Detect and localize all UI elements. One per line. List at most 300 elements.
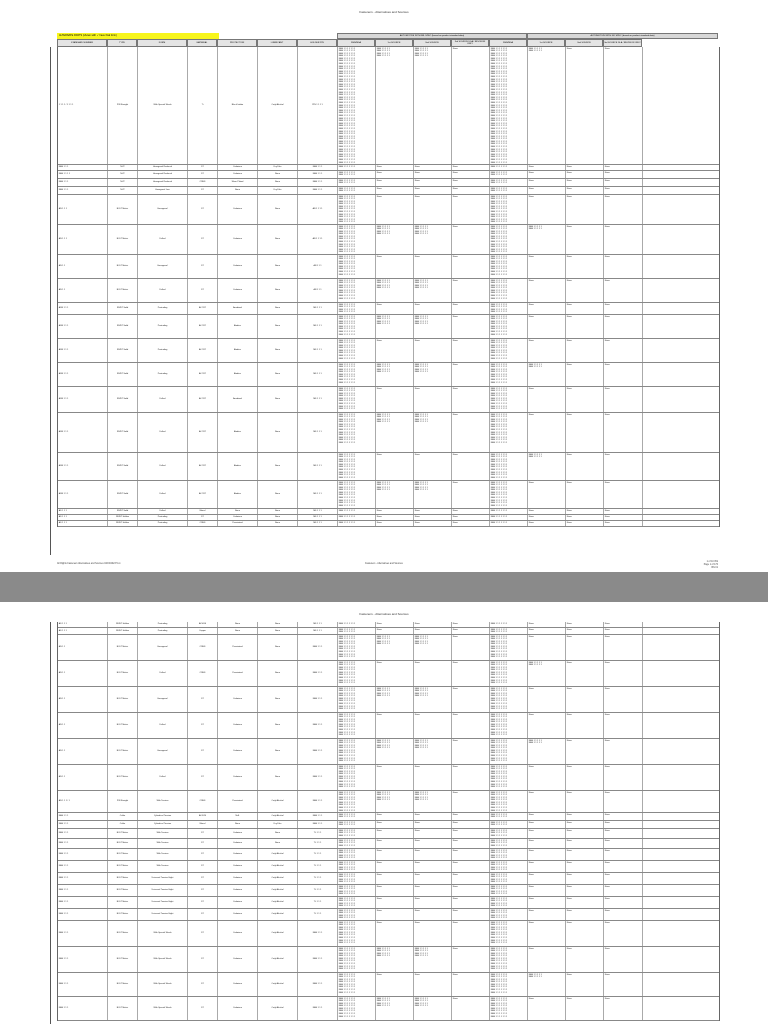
source-cell: None — [566, 47, 604, 164]
source-cell: NAS 1 1 1 1 1 NAS 1 1 1 1 1 NAS 1 1 1 1 1 NAS 1 1 1 1 1 — [376, 635, 414, 660]
table-cell: Hexagonal — [138, 687, 188, 712]
table-cell: NAS 1 1 1 — [298, 813, 338, 820]
source-cell: NAS 1 1 1 1 1 1 1 NAS 1 1 1 1 1 1 1 — [338, 628, 376, 634]
table-cell: NAS 1 1 1 — [58, 997, 108, 1020]
table-cell: RIVET Solid — [108, 303, 138, 314]
source-cell: NAS 1 1 1 1 1 1 1 NAS 1 1 1 1 1 1 1 NAS 1 1 1 1 1 1 1 NAS 1 1 1 1 1 1 1 NAS 1 1 1 1 1 1 1 NAS 1 1 1 1 1 1 1 NAS 1 1 1 1 1 1 1 NAS 1 1 1 1 1 1 1 — [490, 339, 528, 362]
source-cell: None — [604, 791, 643, 812]
table-cell: None — [258, 279, 298, 302]
source-cell: None — [604, 179, 643, 186]
table-cell: With Special Shank — [138, 47, 188, 164]
source-cell: None — [566, 515, 604, 520]
table-cell: Monel — [188, 821, 218, 828]
source-cell: NAS 1 1 1 1 1 1 1 NAS 1 1 1 1 1 1 1 NAS 1 1 1 1 1 1 1 NAS 1 1 1 1 1 1 1 NAS 1 1 1 1 1 1 1 NAS 1 1 1 1 1 1 1 NAS 1 1 1 1 1 1 1 NAS 1 1 1 1 1 1 1 — [490, 255, 528, 278]
table-cell: RIVET Solid — [108, 339, 138, 362]
table-cell: Drilled — [138, 661, 188, 686]
table-cell: NAS 1 1 1 — [58, 813, 108, 820]
table-row — [58, 921, 719, 947]
table-cell: Universal Tension Hight — [138, 897, 188, 908]
source-cell: NAS 1 1 1 1 1 NAS 1 1 1 1 1 NAS 1 1 1 1 1 NAS 1 1 1 1 1 — [414, 997, 452, 1020]
table-cell: NAS 1 1 1 — [298, 635, 338, 660]
table-cell: Monel — [188, 509, 218, 514]
source-cell: NAS 1 1 1 1 1 1 1 NAS 1 1 1 1 1 1 1 NAS 1 1 1 1 1 1 1 NAS 1 1 1 1 1 1 1 NAS 1 1 1 1 1 1 1 NAS 1 1 1 1 1 1 1 NAS 1 1 1 1 1 1 1 NAS 1 1 1 1 1 1 1 — [338, 997, 376, 1020]
source-cell: NAS 1 1 1 1 1 1 1 — [490, 521, 528, 526]
source-cell: None — [452, 315, 490, 338]
table-cell: NAS 1 1 1 — [58, 187, 108, 194]
source-cell: None — [452, 387, 490, 412]
table-cell: Protruding — [138, 521, 188, 526]
table-cell: ST — [188, 279, 218, 302]
source-cell: None — [604, 713, 643, 738]
source-cell: None — [414, 195, 452, 224]
source-cell: None — [528, 171, 566, 178]
source-cell: NAS 1 1 1 1 1 NAS 1 1 1 1 1 NAS 1 1 1 1 1 NAS 1 1 1 1 1 — [376, 997, 414, 1020]
table-cell: TL 1 1 1 — [298, 897, 338, 908]
source-cell: None — [604, 687, 643, 712]
source-cell: None — [566, 791, 604, 812]
table-cell: ST — [188, 873, 218, 884]
source-cell: None — [528, 909, 566, 920]
source-cell: None — [452, 481, 490, 508]
table-cell: Al 2117 — [188, 453, 218, 480]
source-cell: None — [604, 413, 643, 452]
table-cell: Ti — [188, 47, 218, 164]
source-cell: None — [414, 303, 452, 314]
column-header: 1st SOURCE — [527, 39, 565, 47]
source-cell: None — [566, 897, 604, 908]
source-cell: None — [566, 765, 604, 790]
source-cell: None — [528, 821, 566, 828]
table-cell: Passivated — [218, 521, 258, 526]
source-cell: None — [604, 195, 643, 224]
source-cell: NAS 1 1 1 1 1 NAS 1 1 1 1 1 NAS 1 1 1 1 1 NAS 1 1 1 1 1 — [414, 635, 452, 660]
source-cell: None — [528, 791, 566, 812]
table-cell: NAS 1 1 1 — [298, 661, 338, 686]
source-cell: None — [376, 165, 414, 170]
source-cell: None — [604, 661, 643, 686]
table-row — [58, 363, 719, 387]
table-cell: ST — [188, 515, 218, 520]
source-cell: None — [604, 521, 643, 526]
source-cell: None — [452, 171, 490, 178]
source-cell: None — [566, 225, 604, 254]
source-cell: None — [528, 339, 566, 362]
table-cell: Cadmium — [218, 165, 258, 170]
source-cell: None — [604, 861, 643, 872]
source-cell: NAS 1 1 1 1 1 1 1 NAS 1 1 1 1 1 1 1 NAS 1 1 1 1 1 1 1 NAS 1 1 1 1 1 1 1 NAS 1 1 1 1 1 1 1 NAS 1 1 1 1 1 1 1 NAS 1 1 1 1 1 1 1 NAS 1 1 1 1 1 1 1 — [338, 791, 376, 812]
column-header: HOLDER P/N — [297, 39, 337, 47]
table-cell: NAS 1 1 1 — [58, 909, 108, 920]
source-cell: NAS 1 1 1 1 1 1 1 NAS 1 1 1 1 1 1 1 NAS 1 1 1 1 1 1 1 NAS 1 1 1 1 1 1 1 — [490, 873, 528, 884]
table-cell: NUT — [108, 187, 138, 194]
table-cell: BOLT Metric — [108, 765, 138, 790]
table-cell: ST — [188, 897, 218, 908]
source-cell: NAS 1 1 1 1 1 1 1 NAS 1 1 1 1 1 1 1 — [490, 171, 528, 178]
source-cell: None — [414, 713, 452, 738]
table-cell: BOLT Metric — [108, 885, 138, 896]
source-cell: None — [452, 339, 490, 362]
source-cell: None — [376, 861, 414, 872]
table-cell: Passivated — [218, 661, 258, 686]
table-cell: AS 1 1 1 — [58, 515, 108, 520]
source-cell: None — [452, 885, 490, 896]
column-header: MATERIAL — [187, 39, 217, 47]
group-header-no-spec: AUTOMOTIVE WITH NO SPEC (based on product standard data) — [527, 33, 718, 39]
column-header: 3rd SOURCE DSA / REVISION ONLY — [451, 39, 489, 47]
table-cell: RIVET Hollow — [108, 622, 138, 627]
table-cell: None — [258, 303, 298, 314]
table-cell: ASN 1 1 1 — [58, 303, 108, 314]
source-cell: None — [604, 339, 643, 362]
table-cell: Al 2117 — [188, 363, 218, 386]
source-cell: None — [604, 363, 643, 386]
table-cell: CRES — [188, 521, 218, 526]
source-cell: NAS 1 1 1 1 1 NAS 1 1 1 1 1 NAS 1 1 1 1 1 NAS 1 1 1 1 1 — [376, 279, 414, 302]
source-cell: None — [566, 521, 604, 526]
table-cell: Alodine — [218, 363, 258, 386]
table-cell: Cylindrical Tension — [138, 813, 188, 820]
table-cell: Cadmium — [218, 885, 258, 896]
source-cell: None — [528, 195, 566, 224]
table-cell: ST — [188, 997, 218, 1020]
source-cell: NAS 1 1 1 1 1 1 1 NAS 1 1 1 1 1 1 1 NAS 1 1 1 1 1 1 1 NAS 1 1 1 1 1 1 1 NAS 1 1 1 1 1 1 1 NAS 1 1 1 1 1 1 1 NAS 1 1 1 1 1 1 1 NAS 1 1 1 1 1 1 1 NAS 1 1 1 1 1 1 1 — [338, 921, 376, 946]
source-cell: None — [566, 165, 604, 170]
source-cell: None — [414, 873, 452, 884]
source-cell: None — [566, 315, 604, 338]
table-cell: None — [218, 509, 258, 514]
source-cell: NAS 1 1 1 1 1 1 1 NAS 1 1 1 1 1 1 1 — [338, 179, 376, 186]
source-cell: None — [376, 909, 414, 920]
table-cell: Hexagonal — [138, 739, 188, 764]
source-cell: None — [376, 515, 414, 520]
source-cell: None — [604, 765, 643, 790]
table-row — [58, 413, 719, 453]
source-cell: None — [566, 635, 604, 660]
table-row — [58, 628, 719, 635]
table-cell: Drilled — [138, 765, 188, 790]
source-cell: None — [452, 873, 490, 884]
table-cell: NAS 1 1 1 — [298, 739, 338, 764]
source-cell: None — [604, 909, 643, 920]
source-cell: NAS 1 1 1 1 1 1 1 NAS 1 1 1 1 1 1 1 NAS 1 1 1 1 1 1 1 NAS 1 1 1 1 1 1 1 — [338, 849, 376, 860]
source-cell: NAS 1 1 1 1 1 1 1 NAS 1 1 1 1 1 1 1 NAS 1 1 1 1 1 1 1 NAS 1 1 1 1 1 1 1 — [338, 873, 376, 884]
table-cell: BOLT Metric — [108, 839, 138, 848]
table-cell: ASN 1 1 1 — [58, 339, 108, 362]
table-cell: Cetyl Alcohol — [258, 791, 298, 812]
table-cell: AN 1 1 — [58, 713, 108, 738]
source-cell: None — [414, 885, 452, 896]
source-cell: NAS 1 1 1 1 1 1 1 NAS 1 1 1 1 1 1 1 NAS 1 1 1 1 1 1 1 NAS 1 1 1 1 1 1 1 — [490, 861, 528, 872]
column-header: NSN/MSA — [337, 39, 375, 47]
source-cell: None — [566, 187, 604, 194]
source-cell: None — [452, 635, 490, 660]
source-cell: None — [414, 765, 452, 790]
table-row — [58, 897, 719, 909]
table-cell: With Special Shank — [138, 973, 188, 996]
source-cell: NAS 1 1 1 1 1 1 1 NAS 1 1 1 1 1 1 1 NAS 1 1 1 1 1 1 1 NAS 1 1 1 1 1 1 1 NAS 1 1 1 1 1 1 1 NAS 1 1 1 1 1 1 1 NAS 1 1 1 1 1 1 1 NAS 1 1 1 1 1 1 1 — [490, 791, 528, 812]
table-cell: AS 1 1 1 — [58, 521, 108, 526]
column-header: LUBRICANT — [257, 39, 297, 47]
table-cell: BOLT Metric — [108, 909, 138, 920]
table-cell: AN 1 1 — [58, 635, 108, 660]
source-cell: NAS 1 1 1 1 1 1 1 NAS 1 1 1 1 1 1 1 NAS 1 1 1 1 1 1 1 NAS 1 1 1 1 1 1 1 — [490, 849, 528, 860]
table-cell: Protruding — [138, 339, 188, 362]
source-cell: NAS 1 1 1 1 1 1 1 NAS 1 1 1 1 1 1 1 — [490, 821, 528, 828]
table-cell: Collar — [108, 813, 138, 820]
table-cell: MS 1 1 1 — [298, 315, 338, 338]
source-cell: None — [376, 387, 414, 412]
source-cell: None — [566, 628, 604, 634]
table-cell: Silver Plated — [218, 179, 258, 186]
source-cell: None — [566, 839, 604, 848]
table-cell: NAS 1 1 1 — [298, 997, 338, 1020]
source-cell: NAS 1 1 1 1 1 1 1 NAS 1 1 1 1 1 1 1 NAS 1 1 1 1 1 1 1 — [490, 839, 528, 848]
table-cell: Cadmium — [218, 279, 258, 302]
table-row — [58, 791, 719, 813]
source-cell: None — [414, 509, 452, 514]
table-cell: ASN 1 1 1 — [58, 413, 108, 452]
source-cell: NAS 1 1 1 1 1 1 1 — [490, 622, 528, 627]
table-cell: Cetyl Alcohol — [258, 813, 298, 820]
column-header: NSN/MSA — [489, 39, 527, 47]
source-cell: NAS 1 1 1 1 1 1 1 NAS 1 1 1 1 1 1 1 NAS 1 1 1 1 1 1 1 NAS 1 1 1 1 1 1 1 — [338, 303, 376, 314]
table-cell: Cadmium — [218, 739, 258, 764]
table-cell: Dry Film — [258, 165, 298, 170]
source-cell: NAS 1 1 1 1 1 NAS 1 1 1 1 1 — [528, 363, 566, 386]
table-cell: With Tension — [138, 791, 188, 812]
table-cell: NAS 1 1 1 — [58, 947, 108, 972]
table-cell: NAS 1 1 1 — [58, 973, 108, 996]
source-cell: NAS 1 1 1 1 1 1 1 NAS 1 1 1 1 1 1 1 NAS 1 1 1 1 1 1 1 NAS 1 1 1 1 1 1 1 — [338, 897, 376, 908]
table-row — [58, 387, 719, 413]
source-cell: None — [566, 453, 604, 480]
source-cell: None — [376, 509, 414, 514]
source-cell: NAS 1 1 1 1 1 NAS 1 1 1 1 1 NAS 1 1 1 1 1 NAS 1 1 1 1 1 — [414, 413, 452, 452]
table-cell: Alodine — [218, 339, 258, 362]
source-cell: None — [452, 521, 490, 526]
table-cell: ASN 1 1 1 — [58, 481, 108, 508]
source-cell: None — [604, 849, 643, 860]
table-cell: AN 1 1 1 — [298, 255, 338, 278]
table-cell: NAS 1 1 1 — [298, 765, 338, 790]
table-cell: Protruding — [138, 363, 188, 386]
table-cell: Cetyl Alcohol — [258, 885, 298, 896]
source-cell: None — [452, 947, 490, 972]
table-cell: Cadmium — [218, 171, 258, 178]
table-cell: NAS 1 1 1 — [58, 873, 108, 884]
table-cell: BOLT Metric — [108, 973, 138, 996]
source-cell: None — [528, 713, 566, 738]
source-cell: NAS 1 1 1 1 1 NAS 1 1 1 1 1 NAS 1 1 1 1 1 NAS 1 1 1 1 1 — [376, 47, 414, 164]
source-cell: None — [604, 885, 643, 896]
table-cell: ST — [188, 171, 218, 178]
source-cell: NAS 1 1 1 1 1 1 1 NAS 1 1 1 1 1 1 1 NAS 1 1 1 1 1 1 1 NAS 1 1 1 1 1 1 1 — [338, 909, 376, 920]
column-header: 3rd SOURCE DLA / REVISION ONLY — [603, 39, 642, 47]
table-cell: BOLT Metric — [108, 873, 138, 884]
source-cell: None — [566, 873, 604, 884]
source-cell: None — [528, 179, 566, 186]
source-cell: None — [566, 179, 604, 186]
source-cell: None — [604, 47, 643, 164]
table-cell: Cetyl Alcohol — [258, 973, 298, 996]
table-cell: BOLT Metric — [108, 713, 138, 738]
table-cell: With Tension — [138, 839, 188, 848]
table-cell: TL 1 1 1 — [298, 885, 338, 896]
source-cell: None — [528, 509, 566, 514]
table-cell: None — [258, 739, 298, 764]
table-cell: NAS 1 1 1 — [298, 973, 338, 996]
source-cell: NAS 1 1 1 1 1 NAS 1 1 1 1 1 NAS 1 1 1 1 1 NAS 1 1 1 1 1 — [414, 315, 452, 338]
footer-center: Fasteners - Alternatives and Sources — [365, 563, 403, 565]
source-cell: None — [414, 839, 452, 848]
source-cell: None — [566, 303, 604, 314]
table-cell: AN 1 1 1 / 1 — [58, 791, 108, 812]
source-cell: None — [414, 861, 452, 872]
table-cell: RIVET Hollow — [108, 515, 138, 520]
table-cell: Cadmium — [218, 947, 258, 972]
table-cell: AN 1 1 1 — [298, 279, 338, 302]
source-cell: None — [604, 628, 643, 634]
source-cell: NAS 1 1 1 1 1 1 1 NAS 1 1 1 1 1 1 1 NAS 1 1 1 1 1 1 1 NAS 1 1 1 1 1 1 1 NAS 1 1 1 1 1 1 1 NAS 1 1 1 1 1 1 1 NAS 1 1 1 1 1 1 1 NAS 1 1 1 1 1 1 1 — [338, 973, 376, 996]
source-cell: None — [566, 909, 604, 920]
table-cell: PIN 1 1 1 1 — [298, 47, 338, 164]
table-cell: NAS 1 1 1 — [58, 179, 108, 186]
table-cell: None — [258, 481, 298, 508]
source-cell: NAS 1 1 1 1 1 1 1 NAS 1 1 1 1 1 1 1 NAS 1 1 1 1 1 1 1 NAS 1 1 1 1 1 1 1 NAS 1 1 1 1 1 1 1 NAS 1 1 1 1 1 1 1 NAS 1 1 1 1 1 1 1 NAS 1 1 1 1 1 1 1 NAS 1 1 1 1 1 1 1 — [490, 387, 528, 412]
source-cell: None — [376, 179, 414, 186]
table-row — [58, 661, 719, 687]
table-cell: Al 2117 — [188, 303, 218, 314]
source-cell: None — [414, 829, 452, 838]
source-cell: None — [566, 387, 604, 412]
source-cell: None — [414, 628, 452, 634]
table-row — [58, 187, 719, 195]
table-cell: Al 2024 — [188, 813, 218, 820]
source-cell: None — [376, 255, 414, 278]
source-cell: NAS 1 1 1 1 1 1 1 NAS 1 1 1 1 1 1 1 NAS 1 1 1 1 1 1 1 NAS 1 1 1 1 1 1 1 NAS 1 1 1 1 1 1 1 NAS 1 1 1 1 1 1 1 NAS 1 1 1 1 1 1 1 NAS 1 1 1 1 1 1 1 — [338, 363, 376, 386]
source-cell: None — [528, 303, 566, 314]
table-cell: Cadmium — [218, 873, 258, 884]
table-cell: Al 2117 — [188, 339, 218, 362]
source-cell: NAS 1 1 1 1 1 1 1 NAS 1 1 1 1 1 1 1 NAS 1 1 1 1 1 1 1 NAS 1 1 1 1 1 1 1 NAS 1 1 1 1 1 1 1 NAS 1 1 1 1 1 1 1 NAS 1 1 1 1 1 1 1 NAS 1 1 1 1 1 1 1 — [490, 279, 528, 302]
table-cell: ST — [188, 687, 218, 712]
column-header: 2nd SOURCE — [413, 39, 451, 47]
column-header: PROTECTION — [217, 39, 257, 47]
table-cell: RIVET Solid — [108, 453, 138, 480]
table-cell: NAS 1 1 1 — [298, 921, 338, 946]
table-cell: Hexagonal Reduced — [138, 179, 188, 186]
table-cell: Drilled — [138, 453, 188, 480]
table-row — [58, 453, 719, 481]
source-cell: NAS 1 1 1 1 1 1 1 NAS 1 1 1 1 1 1 1 NAS 1 1 1 1 1 1 1 NAS 1 1 1 1 1 1 1 NAS 1 1 1 1 1 1 1 NAS 1 1 1 1 1 1 1 NAS 1 1 1 1 1 1 1 NAS 1 1 1 1 1 1 1 NAS 1 1 1 1 1 1 1 NAS 1 1 1 1 1 1 1 NAS 1 1 1 1 1 1 1 — [338, 195, 376, 224]
table-row — [58, 195, 719, 225]
source-cell: None — [414, 821, 452, 828]
table-cell: AN 1 1 — [58, 255, 108, 278]
source-cell: NAS 1 1 1 1 1 1 1 NAS 1 1 1 1 1 1 1 NAS 1 1 1 1 1 1 1 NAS 1 1 1 1 1 1 1 NAS 1 1 1 1 1 1 1 NAS 1 1 1 1 1 1 1 NAS 1 1 1 1 1 1 1 NAS 1 1 1 1 1 1 1 NAS 1 1 1 1 1 1 1 — [338, 687, 376, 712]
table-cell: ASN 1 1 1 — [58, 387, 108, 412]
source-cell: None — [566, 997, 604, 1020]
source-cell: None — [528, 481, 566, 508]
source-cell: None — [414, 909, 452, 920]
table-cell: Al 2117 — [188, 315, 218, 338]
table-cell: BOLT Metric — [108, 195, 138, 224]
table-cell: Cadmium — [218, 713, 258, 738]
source-cell: NAS 1 1 1 1 1 1 1 NAS 1 1 1 1 1 1 1 NAS 1 1 1 1 1 1 1 NAS 1 1 1 1 1 1 1 — [338, 861, 376, 872]
table-cell: Dry Film — [258, 187, 298, 194]
source-cell: NAS 1 1 1 1 1 NAS 1 1 1 1 1 NAS 1 1 1 1 1 NAS 1 1 1 1 1 — [414, 687, 452, 712]
table-cell: AN 1 1 1 — [58, 195, 108, 224]
source-cell: None — [452, 765, 490, 790]
table-cell: Hexagonal Low — [138, 187, 188, 194]
source-cell: NAS 1 1 1 1 1 1 1 NAS 1 1 1 1 1 1 1 — [490, 628, 528, 634]
table-cell: Cetyl Alcohol — [258, 921, 298, 946]
source-cell: NAS 1 1 1 1 1 1 1 NAS 1 1 1 1 1 1 1 NAS 1 1 1 1 1 1 1 NAS 1 1 1 1 1 1 1 NAS 1 1 1 1 1 1 1 NAS 1 1 1 1 1 1 1 NAS 1 1 1 1 1 1 1 NAS 1 1 1 1 1 1 1 NAS 1 1 1 1 1 1 1 — [338, 765, 376, 790]
table-cell: ST — [188, 947, 218, 972]
table-cell: Anodized — [218, 387, 258, 412]
source-cell: None — [452, 225, 490, 254]
source-cell: None — [604, 387, 643, 412]
table-cell: BOLT Metric — [108, 635, 138, 660]
table-row — [58, 739, 719, 765]
table-cell: None — [258, 839, 298, 848]
source-cell: None — [452, 821, 490, 828]
table-cell: Protruding — [138, 622, 188, 627]
source-cell: NAS 1 1 1 1 1 1 1 NAS 1 1 1 1 1 1 1 NAS 1 1 1 1 1 1 1 NAS 1 1 1 1 1 1 1 NAS 1 1 1 1 1 1 1 NAS 1 1 1 1 1 1 1 NAS 1 1 1 1 1 1 1 NAS 1 1 1 1 1 1 1 NAS 1 1 1 1 1 1 1 NAS 1 1 1 1 1 1 1 NAS 1 1 1 1 1 1 1 — [490, 225, 528, 254]
source-cell: NAS 1 1 1 1 1 1 1 NAS 1 1 1 1 1 1 1 NAS 1 1 1 1 1 1 1 NAS 1 1 1 1 1 1 1 NAS 1 1 1 1 1 1 1 NAS 1 1 1 1 1 1 1 NAS 1 1 1 1 1 1 1 NAS 1 1 1 1 1 1 1 NAS 1 1 1 1 1 1 1 — [490, 765, 528, 790]
source-cell: NAS 1 1 1 1 1 NAS 1 1 1 1 1 NAS 1 1 1 1 1 NAS 1 1 1 1 1 — [414, 481, 452, 508]
table-cell: ST — [188, 713, 218, 738]
table-cell: NAS 1 1 1 — [58, 849, 108, 860]
source-cell: None — [604, 481, 643, 508]
source-cell: NAS 1 1 1 1 1 1 1 NAS 1 1 1 1 1 1 1 NAS 1 1 1 1 1 1 1 NAS 1 1 1 1 1 1 1 NAS 1 1 1 1 1 1 1 NAS 1 1 1 1 1 1 1 NAS 1 1 1 1 1 1 1 NAS 1 1 1 1 1 1 1 NAS 1 1 1 1 1 1 1 — [490, 713, 528, 738]
source-cell: None — [452, 973, 490, 996]
source-cell: None — [376, 628, 414, 634]
table-row — [58, 225, 719, 255]
source-cell: None — [414, 849, 452, 860]
source-cell: None — [452, 195, 490, 224]
table-cell: Cetyl Alcohol — [258, 947, 298, 972]
table-cell: Drilled — [138, 413, 188, 452]
source-cell: None — [528, 255, 566, 278]
source-cell: None — [528, 622, 566, 627]
table-cell: NAS 1 1 1 — [58, 839, 108, 848]
source-cell: NAS 1 1 1 1 1 1 1 NAS 1 1 1 1 1 1 1 — [338, 813, 376, 820]
source-cell: NAS 1 1 1 1 1 NAS 1 1 1 1 1 NAS 1 1 1 1 1 NAS 1 1 1 1 1 — [376, 315, 414, 338]
table-cell: BOLT Metric — [108, 849, 138, 860]
source-cell: NAS 1 1 1 1 1 1 1 NAS 1 1 1 1 1 1 1 NAS 1 1 1 1 1 1 1 NAS 1 1 1 1 1 1 1 NAS 1 1 1 1 1 1 1 NAS 1 1 1 1 1 1 1 NAS 1 1 1 1 1 1 1 NAS 1 1 1 1 1 1 1 NAS 1 1 1 1 1 1 1 — [338, 387, 376, 412]
source-cell: None — [566, 481, 604, 508]
table-cell: MS 1 1 1 — [298, 339, 338, 362]
source-cell: None — [604, 187, 643, 194]
source-cell: None — [376, 973, 414, 996]
table-row — [58, 47, 719, 165]
table-cell: NUT — [108, 179, 138, 186]
source-cell: NAS 1 1 1 1 1 1 1 NAS 1 1 1 1 1 1 1 NAS 1 1 1 1 1 1 1 NAS 1 1 1 1 1 1 1 NAS 1 1 1 1 1 1 1 NAS 1 1 1 1 1 1 1 NAS 1 1 1 1 1 1 1 NAS 1 1 1 1 1 1 1 — [490, 973, 528, 996]
table-cell: Hexagonal — [138, 255, 188, 278]
table-cell: Cetyl Alcohol — [258, 861, 298, 872]
source-cell: None — [528, 635, 566, 660]
table-cell: ST — [188, 973, 218, 996]
table-cell: NAS 1 1 1 — [298, 713, 338, 738]
source-cell: NAS 1 1 1 1 1 1 1 NAS 1 1 1 1 1 1 1 NAS 1 1 1 1 1 1 1 NAS 1 1 1 1 1 1 1 — [490, 303, 528, 314]
source-cell: None — [376, 171, 414, 178]
table-cell: ST — [188, 849, 218, 860]
source-cell: NAS 1 1 1 1 1 1 1 NAS 1 1 1 1 1 1 1 NAS 1 1 1 1 1 1 1 NAS 1 1 1 1 1 1 1 NAS 1 1 1 1 1 1 1 NAS 1 1 1 1 1 1 1 NAS 1 1 1 1 1 1 1 NAS 1 1 1 1 1 1 1 NAS 1 1 1 1 1 1 1 — [490, 635, 528, 660]
source-cell: None — [604, 821, 643, 828]
source-cell: NAS 1 1 1 1 1 1 1 NAS 1 1 1 1 1 1 1 — [338, 187, 376, 194]
source-cell: NAS 1 1 1 1 1 1 1 NAS 1 1 1 1 1 1 1 — [490, 187, 528, 194]
source-cell: None — [528, 165, 566, 170]
